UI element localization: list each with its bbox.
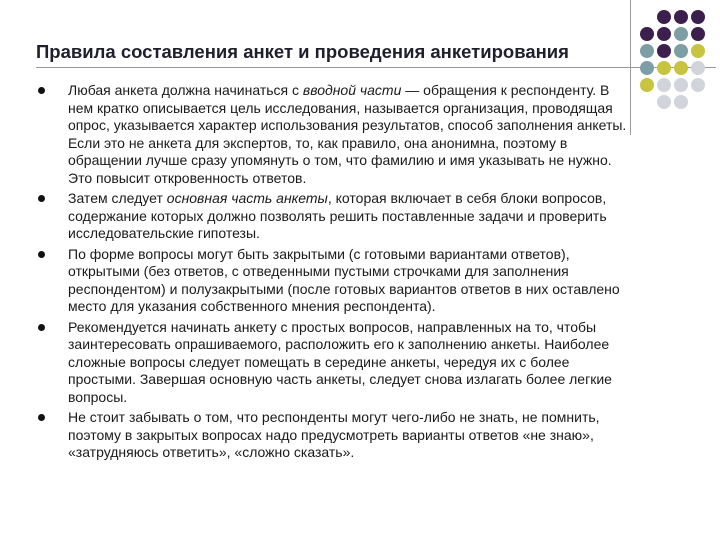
bullet-icon xyxy=(38,324,45,331)
decorative-dot xyxy=(674,10,688,24)
decorative-dot xyxy=(657,61,671,75)
list-item: Любая анкета должна начинаться с вводной части — обращения к респонденту. В нем кратко описывается цель исследования, называется организация, проводящая опрос, указывается характер использования результатов, способ заполнения анкеты. Если это не анкета для экспертов, то, как правило, она анонимна, поэтому в обращении лучше сразу упомянуть о том, что фамилию и имя указывать не нужно. Это повысит откровенность ответов. xyxy=(38,82,638,187)
decorative-dot xyxy=(674,78,688,92)
bullet-list xyxy=(38,82,638,465)
list-item: Рекомендуется начинать анкету с простых вопросов, направленных на то, чтобы заинтересовать опрашиваемого, расположить его к заполнению анкеты. Наиболее сложные вопросы следует помещать в середине анкеты, чередуя их с более простыми. Завершая основную часть анкеты, следует снова излагать более легкие вопросы. xyxy=(38,319,638,407)
decorative-dot xyxy=(640,78,654,92)
decorative-dot xyxy=(691,95,705,109)
decorative-dot xyxy=(657,27,671,41)
decorative-dot xyxy=(640,10,654,24)
list-item: Затем следует основная часть анкеты, которая включает в себя блоки вопросов, содержание которых должно позволять решить поставленные задачи и проверить исследовательские гипотезы. xyxy=(38,190,638,243)
list-item: Не стоит забывать о том, что респонденты могут чего-либо не знать, не помнить, поэтому в закрытых вопросах надо предусмотреть варианты ответов «не знаю», «затрудняюсь ответить», «сложно сказать». xyxy=(38,409,638,462)
decorative-dot xyxy=(640,27,654,41)
decorative-dot xyxy=(657,44,671,58)
decorative-dot xyxy=(674,61,688,75)
decorative-dot xyxy=(674,95,688,109)
decorative-dot xyxy=(691,78,705,92)
decorative-dot xyxy=(640,44,654,58)
decorative-dot xyxy=(657,78,671,92)
decorative-dot xyxy=(691,61,705,75)
decorative-dot xyxy=(640,95,654,109)
bullet-icon xyxy=(38,251,45,258)
decorative-dot xyxy=(674,27,688,41)
bullet-icon xyxy=(38,414,45,421)
decorative-dot xyxy=(674,44,688,58)
bullet-icon xyxy=(38,195,45,202)
decorative-dot xyxy=(640,61,654,75)
decorative-horizontal-line xyxy=(36,67,716,68)
page-title: Правила составления анкет и проведения анкетирования xyxy=(36,41,569,62)
decorative-dot xyxy=(691,27,705,41)
decorative-dot xyxy=(657,95,671,109)
decorative-dot xyxy=(691,44,705,58)
decorative-dot-grid xyxy=(640,10,708,112)
bullet-icon xyxy=(38,87,45,94)
list-item: По форме вопросы могут быть закрытыми (с готовыми вариантами ответов), открытыми (без ответов, с отведенными пустыми строчками для заполнения респондентом) и полузакрытыми (после готовых вариантов ответов в них оставлено место для указания собственного мнения респондента). xyxy=(38,246,638,316)
decorative-dot xyxy=(691,10,705,24)
decorative-dot xyxy=(657,10,671,24)
